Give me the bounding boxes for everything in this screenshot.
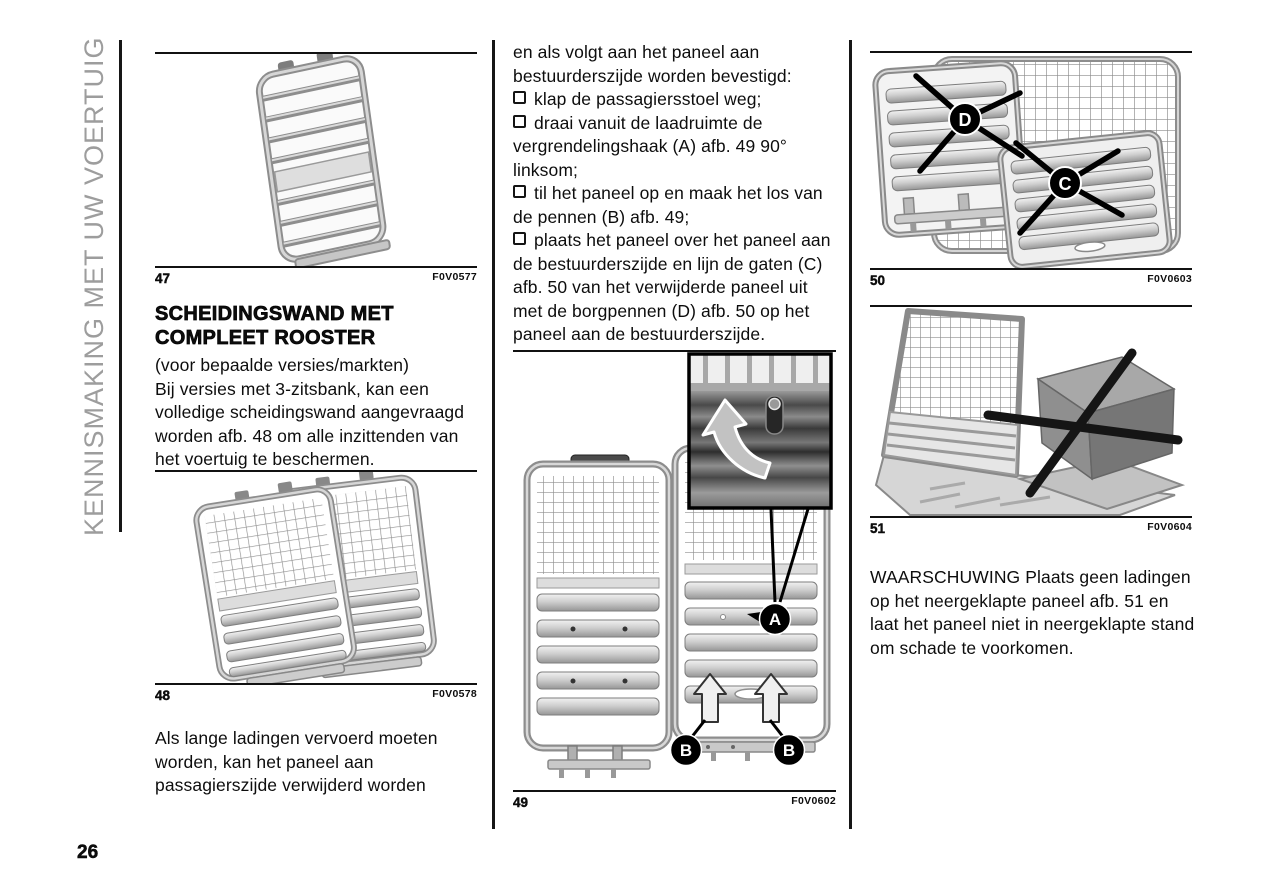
figure-51 [870, 305, 1192, 536]
figure-code: F0V0604 [1147, 521, 1192, 533]
instruction-text: plaats het paneel over het paneel aan de bestuurderszijde en lijn de gaten (C) afb. 50 van het verwijderde paneel uit met de borgpennen (D) afb. 50 op het paneel aan de bestuurderszijde. [513, 230, 831, 344]
callout-b-right [774, 735, 805, 766]
figure-50 [870, 51, 1192, 288]
figure-code: F0V0602 [791, 795, 836, 807]
bullet-square-icon [513, 115, 526, 128]
section-body: Bij versies met 3-zitsbank, kan een volledige scheidingswand aangevraagd worden afb. 48 om alle inzittenden van het voertuig te beschermen. [155, 378, 465, 469]
column-divider-left [492, 40, 495, 829]
instruction-text: klap de passagiersstoel weg; [534, 89, 762, 109]
figure-50-caption [870, 268, 1192, 288]
figure-number: 50 [870, 273, 886, 288]
section-scheidingswand [155, 303, 480, 472]
figure-number: 51 [870, 521, 886, 536]
callout-b-left [671, 735, 702, 766]
callout-b-label: B [782, 741, 796, 760]
callout-c-label: C [1058, 174, 1072, 194]
chapter-sidebar-label: KENNISMAKING MET UW VOERTUIG [79, 36, 109, 536]
callout-d-label: D [958, 110, 972, 130]
detail-inset [689, 354, 831, 508]
callout-a-label: A [768, 610, 782, 629]
figure-48-art [155, 472, 477, 683]
bullet-square-icon [513, 185, 526, 198]
instruction-item [513, 112, 842, 183]
section-subtitle: (voor bepaalde versies/markten) [155, 355, 410, 375]
callout-b-label: B [679, 741, 693, 760]
warning-paragraph: WAARSCHUWING Plaats geen ladingen op het neergeklapte paneel afb. 51 en laat het paneel niet in neergeklapte stand om schade te voorkomen. [870, 567, 1195, 658]
instruction-text: til het paneel op en maak het los van de pennen (B) afb. 49; [513, 183, 823, 227]
bullet-square-icon [513, 91, 526, 104]
long-loads-paragraph: Als lange ladingen vervoerd moeten worden, kan het paneel aan passagierszijde verwijderd worden [155, 728, 438, 795]
instruction-item [513, 88, 842, 112]
callout-c [1049, 167, 1081, 199]
figure-47 [155, 52, 477, 286]
front-mesh-panel [193, 476, 358, 683]
instruction-item [513, 182, 842, 229]
figure-50-art [870, 53, 1192, 268]
figure-47-art [155, 54, 477, 266]
callout-d [949, 103, 981, 135]
figure-code: F0V0578 [432, 688, 477, 700]
instruction-text: draai vanuit de laadruimte de vergrendelingshaak (A) afb. 49 90° linksom; [513, 112, 788, 180]
figure-49-art [513, 352, 836, 790]
section-title: SCHEIDINGSWAND MET COMPLEET ROOSTER [155, 303, 394, 349]
figure-number: 48 [155, 688, 171, 703]
figure-49-caption [513, 790, 836, 810]
partition-panel-drawing [256, 54, 391, 266]
figure-code: F0V0577 [432, 271, 477, 283]
page-number: 26 [77, 842, 99, 863]
figure-51-caption [870, 516, 1192, 536]
instruction-item [513, 229, 842, 347]
figure-code: F0V0603 [1147, 273, 1192, 285]
figure-number: 49 [513, 795, 529, 810]
column-divider-right [849, 40, 852, 829]
figure-49 [513, 350, 836, 810]
figure-48-caption [155, 683, 477, 703]
figure-47-caption [155, 266, 477, 286]
figure-51-art [870, 307, 1192, 516]
instructions-intro: en als volgt aan het paneel aan bestuurderszijde worden bevestigd: [513, 42, 792, 86]
driver-side-panel [527, 455, 669, 778]
callout-a [760, 604, 791, 635]
figure-48 [155, 470, 477, 703]
sidebar-divider [119, 40, 122, 532]
bullet-square-icon [513, 232, 526, 245]
instructions-block [513, 41, 842, 347]
figure-number: 47 [155, 271, 171, 286]
